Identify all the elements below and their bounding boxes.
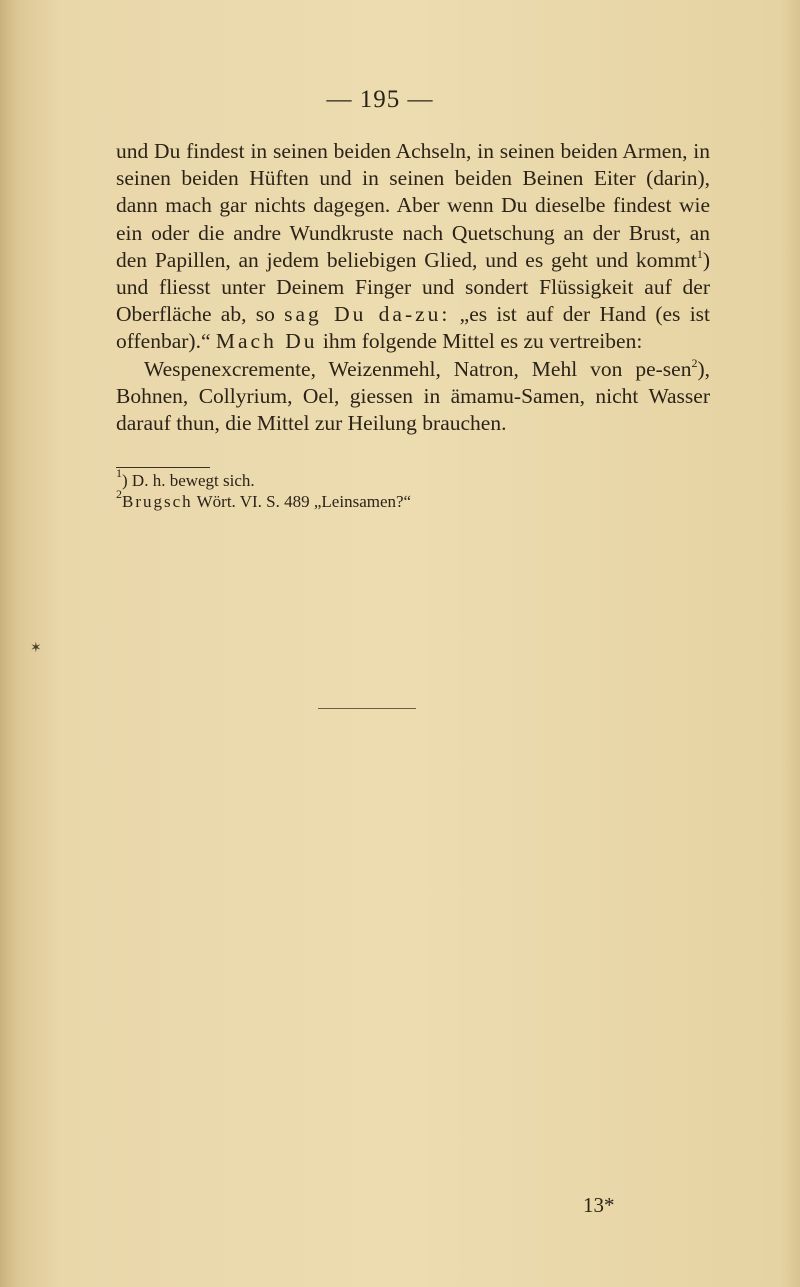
paragraph-second-part1: Wespenexcremente, Weizenmehl, Natron, Mehl von pe-sen <box>144 356 692 381</box>
footnote-ref-1: 1 <box>696 246 703 261</box>
footnote-separator <box>116 467 210 468</box>
footnote-1-marker: 1 <box>116 466 122 480</box>
main-text <box>116 138 710 437</box>
paragraph-second-part2: ), Bohnen, Collyrium, Oel, giessen in ämamu-Samen, nicht Wasser darauf thun, die Mittel zur Heilung brauchen. <box>116 356 710 436</box>
paragraph-main-part4: ihm folgende Mittel es zu vertreiben: <box>317 329 643 354</box>
paragraph-main-part3: „es ist auf der Hand (es ist offenbar).“ <box>116 302 711 354</box>
paragraph-main-spaced: sag Du da-zu: <box>284 302 451 327</box>
footnote-2-author: Brugsch <box>122 492 193 511</box>
footnote-ref-2: 2 <box>691 355 698 370</box>
paragraph-main-spaced2: Mach Du <box>215 329 318 354</box>
margin-mark: ✶ <box>30 641 42 656</box>
signature-mark: 13* <box>583 1193 615 1217</box>
paragraph-second <box>116 356 710 438</box>
footnotes <box>116 466 710 512</box>
paragraph-main-part1: und Du findest in seinen beiden Achseln, in seinen beiden Armen, in seinen beiden Hüften und in seinen beiden Beinen Eiter (darin), dann mach gar nichts dagegen. Aber wenn Du dieselbe findest wie ein oder die andre Wundkruste nach Quetschung an der Brust, an den Papillen, an jedem beliebigen Glied, und es geht und kommt <box>116 139 710 272</box>
footnote-2-marker: 2 <box>116 487 122 501</box>
footnote-1 <box>116 466 710 491</box>
paragraph-main <box>116 138 710 356</box>
footnote-2 <box>116 487 710 512</box>
footnote-2-text: Wört. VI. S. 489 „Leinsamen?“ <box>192 492 412 511</box>
section-divider <box>318 708 416 709</box>
paragraph-main-part2: ) und fliesst unter Deinem Finger und sondert Flüssigkeit auf der Oberfläche ab, so <box>116 247 710 327</box>
footnote-1-text: ) D. h. bewegt sich. <box>122 471 255 490</box>
page-number: — 195 — <box>326 86 434 113</box>
